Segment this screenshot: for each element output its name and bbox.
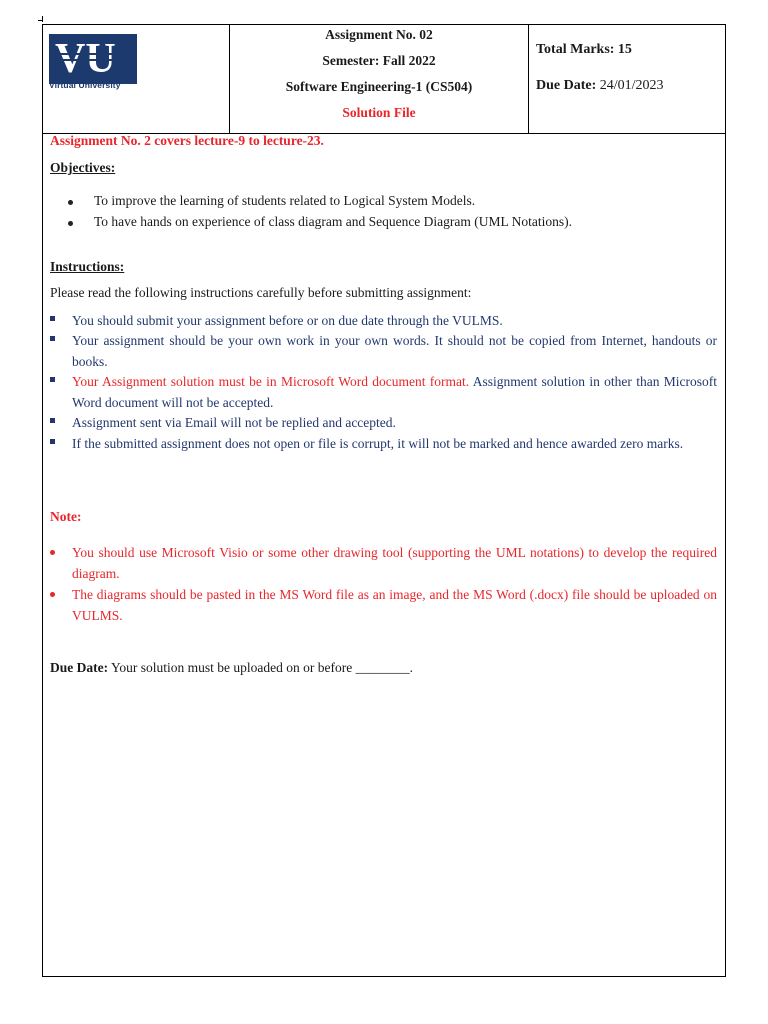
instruction-item: Assignment sent via Email will not be replied and accepted. <box>50 413 717 434</box>
document-page <box>42 24 726 977</box>
instruction-item: If the submitted assignment does not open or file is corrupt, it will not be marked and hence awarded zero marks. <box>50 434 717 455</box>
due-date-value: 24/01/2023 <box>599 78 664 93</box>
corner-mark <box>42 16 43 22</box>
university-logo <box>49 34 137 84</box>
square-bullet-icon <box>50 439 55 444</box>
instructions-intro: Please read the following instructions carefully before submitting assignment: <box>50 285 472 300</box>
footer-due-text: Your solution must be uploaded on or before ________. <box>108 660 413 675</box>
objective-item: To improve the learning of students related to Logical System Models. <box>94 193 476 208</box>
semester: Semester: Fall 2022 <box>322 53 436 68</box>
format-requirement: Your Assignment solution must be in Microsoft Word document format. <box>72 374 470 389</box>
square-bullet-icon <box>50 336 55 341</box>
square-bullet-icon <box>50 377 55 382</box>
due-date-label: Due Date: <box>536 78 597 93</box>
due-date-footer <box>50 660 717 676</box>
bullet-icon <box>68 200 73 205</box>
square-bullet-icon <box>50 418 55 423</box>
logo-cell <box>43 25 230 133</box>
file-type: Solution File <box>342 105 416 120</box>
header-table <box>43 25 725 134</box>
instruction-item: Your Assignment solution must be in Microsoft Word document format. Assignment solution in other than Microsoft Word document will not be accepted. <box>50 372 717 413</box>
instruction-item: You should submit your assignment before or on due date through the VULMS. <box>50 311 717 332</box>
due-date-row <box>536 78 664 94</box>
note-heading: Note: <box>50 509 82 524</box>
instructions-heading: Instructions: <box>50 259 125 274</box>
assignment-number: Assignment No. 02 <box>325 27 433 42</box>
title-cell <box>230 25 529 133</box>
logo-text: VU <box>55 36 116 78</box>
objectives-heading: Objectives: <box>50 160 116 175</box>
logo-subtitle: Virtual University <box>49 80 121 90</box>
instruction-item: Your assignment should be your own work in your own words. It should not be copied from Internet, handouts or books. <box>50 331 717 372</box>
footer-due-label: Due Date: <box>50 660 109 675</box>
coverage-line: Assignment No. 2 covers lecture-9 to lecture-23. <box>50 133 324 148</box>
note-item: You should use Microsoft Visio or some other drawing tool (supporting the UML notations) to develop the required diagram. <box>50 543 717 584</box>
bullet-icon <box>50 550 55 555</box>
objective-item: To have hands on experience of class diagram and Sequence Diagram (UML Notations). <box>94 214 573 229</box>
note-item: The diagrams should be pasted in the MS Word file as an image, and the MS Word (.docx) file should be uploaded on VULMS. <box>50 585 717 626</box>
bullet-icon <box>50 592 55 597</box>
square-bullet-icon <box>50 316 55 321</box>
course-name: Software Engineering-1 (CS504) <box>285 79 473 94</box>
total-marks: Total Marks: 15 <box>536 42 632 57</box>
marks-cell <box>529 25 725 133</box>
bullet-icon <box>68 221 73 226</box>
